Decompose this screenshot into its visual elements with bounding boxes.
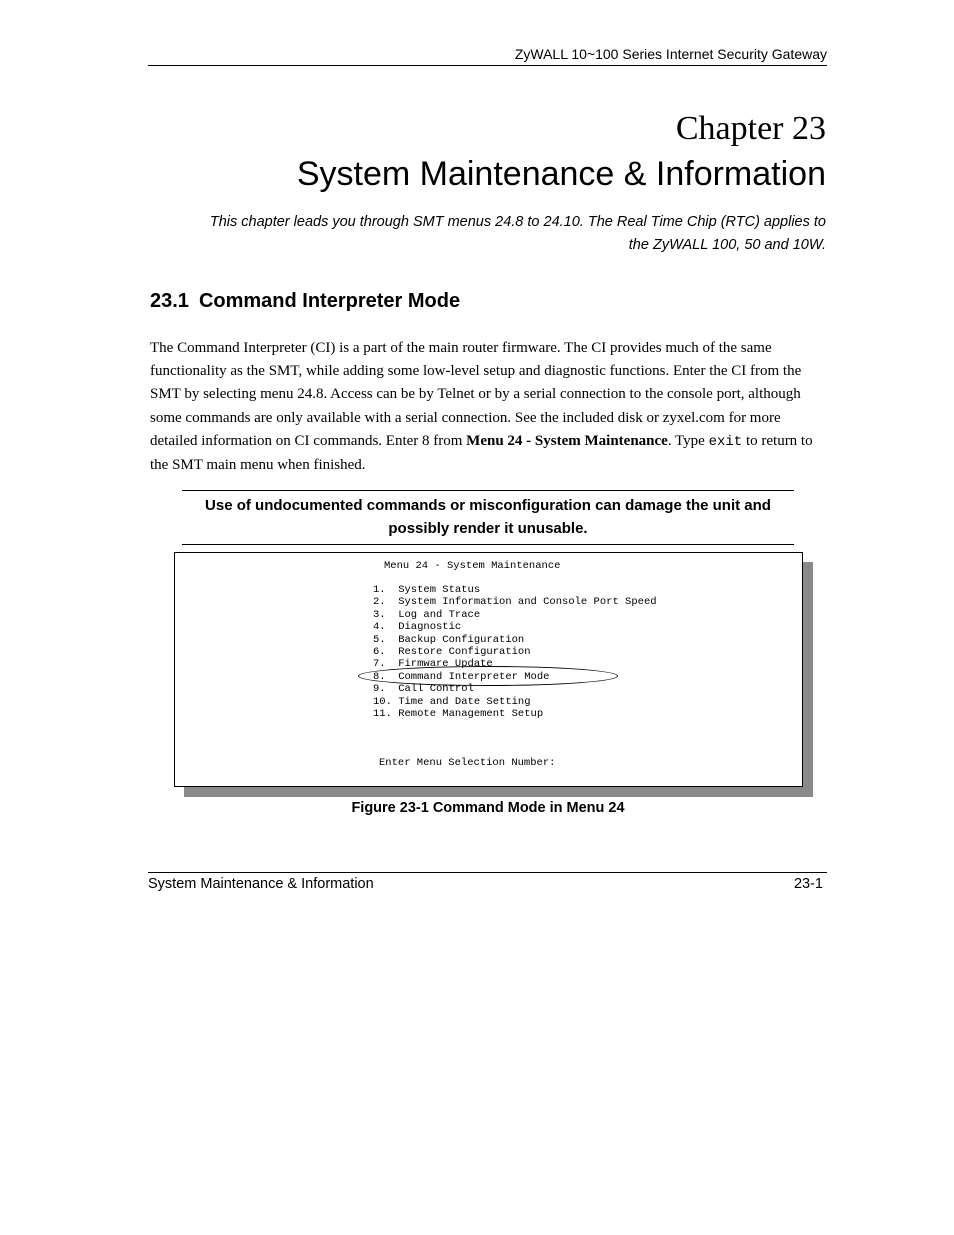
menu-item: 7. Firmware Update <box>373 658 493 671</box>
body-text-bold: Menu 24 - System Maintenance <box>466 432 668 449</box>
intro-line-2: the ZyWALL 100, 50 and 10W. <box>628 237 826 253</box>
menu-item: 5. Backup Configuration <box>373 633 525 646</box>
menu-item: 2. System Information and Console Port Speed <box>373 596 657 609</box>
chapter-intro <box>150 211 826 257</box>
menu-item: 1. System Status <box>373 584 481 596</box>
menu-item: 6. Restore Configuration <box>373 646 531 659</box>
chapter-title: System Maintenance & Information <box>296 155 826 193</box>
menu-item-command-interpreter: 8. Command Interpreter Mode <box>373 670 550 683</box>
warning-line-1: Use of undocumented commands or misconfiguration can damage the unit and <box>205 497 771 514</box>
body-text-part1: The Command Interpreter (CI) is a part of the main router firmware. The CI provides much of the same functionality as the SMT, while adding some low-level setup and diagnostic functions. Enter the CI from the SMT by selecting menu 24.8. Access can be by Telnet or by a serial connection to the console port, although some commands are only available with a serial connection. See the included disk or zyxel.com for more detailed information on CI commands. Enter 8 from <box>150 340 802 449</box>
section-heading <box>150 290 460 313</box>
page-number: 23-1 <box>793 876 823 892</box>
menu-item: 11. Remote Management Setup <box>373 708 544 721</box>
intro-line-1: This chapter leads you through SMT menus 24.8 to 24.10. The Real Time Chip (RTC) applies to <box>209 214 826 230</box>
chapter-number: Chapter 23 <box>675 110 826 147</box>
figure-caption: Figure 23-1 Command Mode in Menu 24 <box>351 800 625 816</box>
menu-item: 3. Log and Trace <box>373 608 481 621</box>
running-header: ZyWALL 10~100 Series Internet Security Gateway <box>148 46 827 66</box>
section-number: 23.1 <box>150 290 189 312</box>
warning-note <box>182 490 794 545</box>
body-code-exit: exit <box>708 433 743 450</box>
menu-list <box>373 584 657 720</box>
menu-selection-prompt: Enter Menu Selection Number: <box>379 757 556 769</box>
menu-item: 10. Time and Date Setting <box>373 695 531 708</box>
menu-item: 4. Diagnostic <box>373 621 462 634</box>
body-text-part3: to return to the SMT main menu when finished. <box>150 432 813 474</box>
footer-title: System Maintenance & Information <box>148 876 374 892</box>
warning-line-2: possibly render it unusable. <box>388 520 588 537</box>
menu-item: 9. Call Control <box>373 683 474 696</box>
section-title: Command Interpreter Mode <box>198 290 461 312</box>
body-text-part2: . Type <box>667 432 709 449</box>
page-footer <box>148 872 827 892</box>
screen-title: Menu 24 - System Maintenance <box>384 560 561 572</box>
body-paragraph <box>150 337 830 477</box>
highlight-oval <box>358 666 618 686</box>
smt-screen <box>174 552 803 787</box>
